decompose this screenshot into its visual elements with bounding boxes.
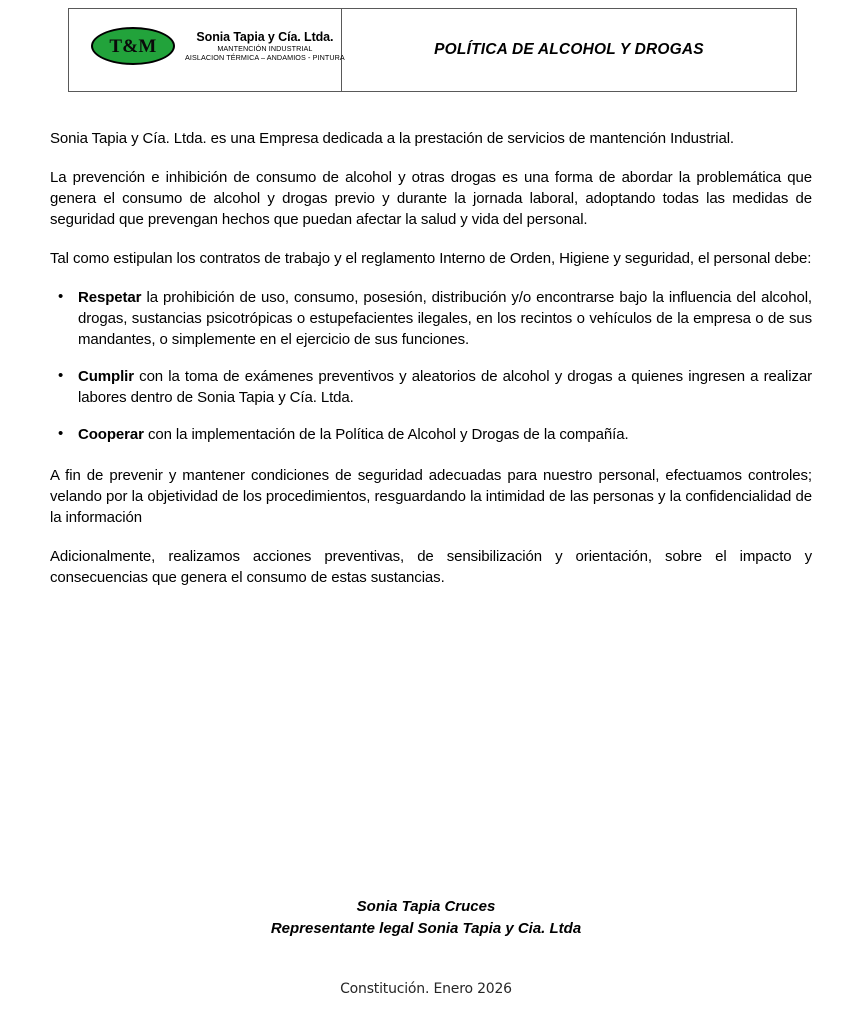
header-logo-cell xyxy=(69,9,345,92)
header-row xyxy=(69,9,797,92)
list-item xyxy=(78,424,812,445)
list-item-text: con la toma de exámenes preventivos y aleatorios de alcohol y drogas a quienes ingresen a realizar labores dentro de Sonia Tapia y Cía. Ltda. xyxy=(78,368,812,406)
company-tagline-primary: MANTENCIÓN INDUSTRIAL xyxy=(217,44,313,53)
document-body xyxy=(50,128,812,588)
signatory-name: Sonia Tapia Cruces xyxy=(356,898,496,915)
signatory-role: Representante legal Sonia Tapia y Cia. Ltda xyxy=(270,919,582,937)
list-item-text: con la implementación de la Política de Alcohol y Drogas de la compañía. xyxy=(143,426,629,443)
page-title: POLÍTICA DE ALCOHOL Y DROGAS xyxy=(434,41,704,58)
paragraph-prevention: La prevención e inhibición de consumo de alcohol y otras drogas es una forma de abordar la problemática que genera el consumo de alcohol y drogas previo y durante la jornada laboral, adoptando todas las medidas de seguridad que prevengan hechos que puedan afectar la salud y vida del personal. xyxy=(50,169,812,228)
company-logo xyxy=(69,27,345,65)
paragraph-obligations-intro: Tal como estipulan los contratos de trabajo y el reglamento Interno de Orden, Higiene y seguridad, el personal debe: xyxy=(50,250,812,267)
list-item xyxy=(78,366,812,408)
page-footer: Constitución. Enero 2026 xyxy=(340,981,512,997)
paragraph-controls: A fin de prevenir y mantener condiciones de seguridad adecuadas para nuestro personal, efectuamos controles; velando por la objetividad de los procedimientos, resguardando la intimidad de las personas y la confidencialidad de la información xyxy=(50,467,812,526)
list-item-text: la prohibición de uso, consumo, posesión, distribución y/o encontrarse bajo la influencia del alcohol, drogas, sustancias psicotrópicas o estupefacientes ilegales, en los recintos o vehículos de la empresa o de sus mandantes, o simplemente en el ejercicio de sus funciones. xyxy=(78,289,812,348)
list-item xyxy=(78,287,812,350)
tm-monogram-text: T&M xyxy=(109,35,157,57)
paragraph-intro: Sonia Tapia y Cía. Ltda. es una Empresa dedicada a la prestación de servicios de mantención Industrial. xyxy=(50,130,735,147)
tm-monogram-icon xyxy=(91,27,175,65)
obligations-list xyxy=(50,287,812,445)
company-tagline-secondary: AISLACION TÉRMICA – ANDAMIOS - PINTURA xyxy=(185,52,345,62)
paragraph-awareness: Adicionalmente, realizamos acciones preventivas, de sensibilización y orientación, sobre el impacto y consecuencias que genera el consumo de estas sustancias. xyxy=(50,548,812,586)
list-item-lead: Cumplir xyxy=(78,368,134,385)
list-item-lead: Respetar xyxy=(78,289,142,306)
header-title-cell xyxy=(342,9,797,92)
list-item-lead: Cooperar xyxy=(78,426,144,443)
company-name: Sonia Tapia y Cía. Ltda. xyxy=(196,29,334,44)
logo-text-block xyxy=(185,31,345,62)
header-table xyxy=(68,8,797,92)
signature-block xyxy=(0,896,852,940)
